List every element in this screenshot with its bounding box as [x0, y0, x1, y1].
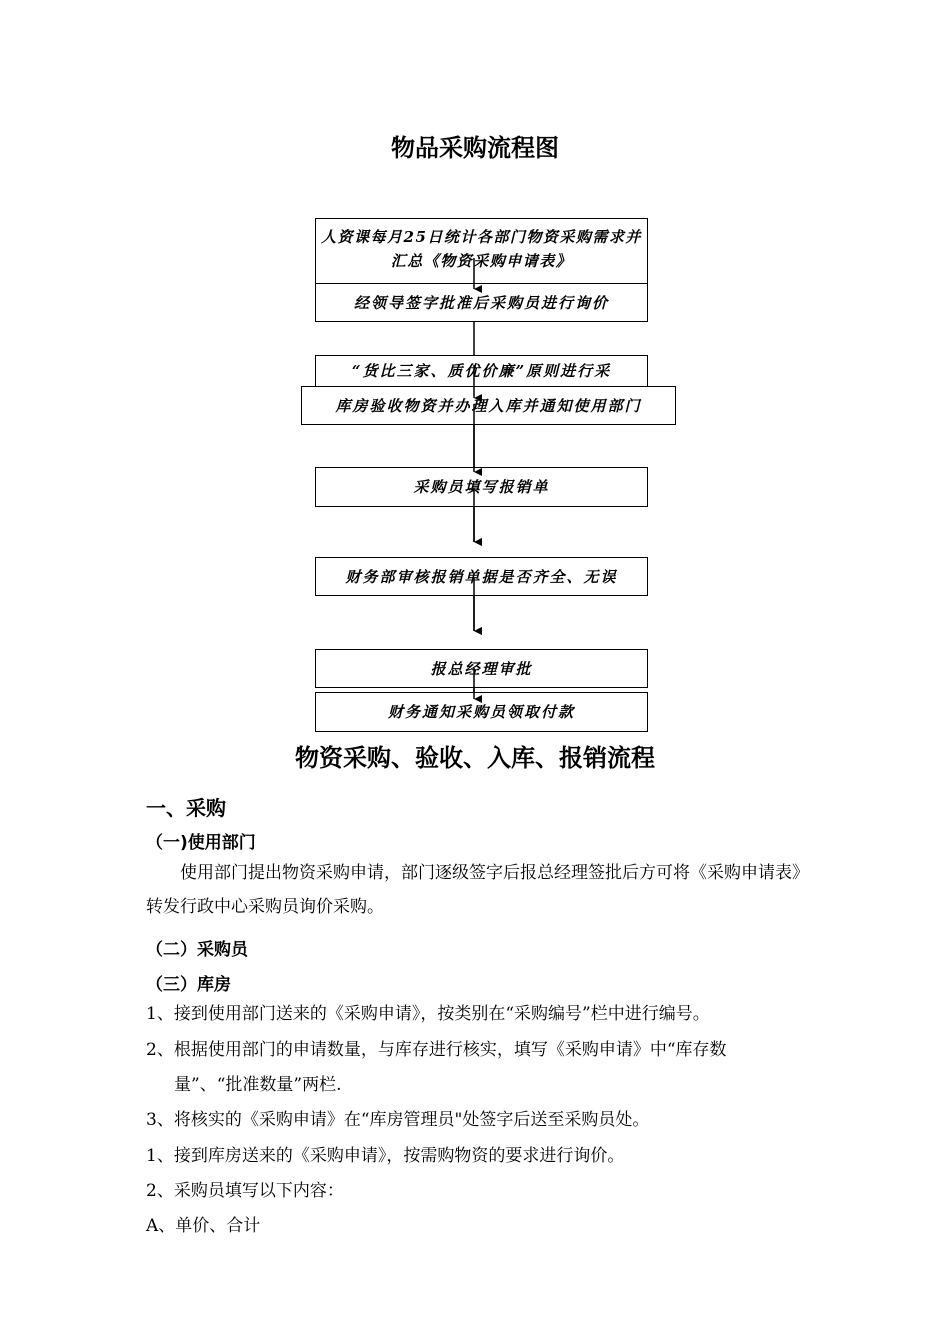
flow-step-5: 采购员填写报销单 [315, 467, 648, 507]
list-item: 1、接到库房送来的《采购申请》，按需购物资的要求进行询价。 [146, 1146, 625, 1166]
flow-step-1: 人资课每月25日统计各部门物资采购需求并汇总《物资采购申请表》 [315, 218, 648, 286]
list-item: 2、采购员填写以下内容： [146, 1181, 344, 1201]
subheading-buyer: （二）采购员 [146, 940, 248, 960]
flow-step-2: 经领导签字批准后采购员进行询价 [315, 283, 648, 322]
heading-procurement: 一、采购 [146, 796, 226, 820]
list-item: A、单价、合计 [146, 1216, 261, 1236]
subheading-warehouse: （三）库房 [146, 975, 231, 995]
flow-step-8: 财务通知采购员领取付款 [315, 692, 648, 732]
list-item: 2、根据使用部门的申请数量，与库存进行核实，填写《采购申请》中“库存数 [146, 1040, 727, 1060]
flowchart-title: 物品采购流程图 [391, 134, 559, 162]
flow-step-6: 财务部审核报销单据是否齐全、无误 [315, 557, 648, 596]
flow-step-7: 报总经理审批 [315, 649, 648, 688]
list-item: 1、接到使用部门送来的《采购申请》，按类别在“采购编号”栏中进行编号。 [146, 1004, 710, 1024]
list-item: 量”、“批准数量”两栏. [174, 1075, 342, 1095]
flow-step-4: 库房验收物资并办理入库并通知使用部门 [301, 386, 676, 425]
paragraph-using-dept: 使用部门提出物资采购申请，部门逐级签字后报总经理签批后方可将《采购申请表》转发行政中心采购员询价采购。 [146, 863, 809, 917]
list-item: 3、将核实的《采购申请》在“库房管理员"处签字后送至采购员处。 [146, 1110, 650, 1130]
section-title: 物资采购、验收、入库、报销流程 [295, 744, 655, 772]
flow-step-3: “货比三家、质优价廉”原则进行采 [315, 355, 648, 389]
subheading-using-dept: （一)使用部门 [146, 833, 256, 853]
